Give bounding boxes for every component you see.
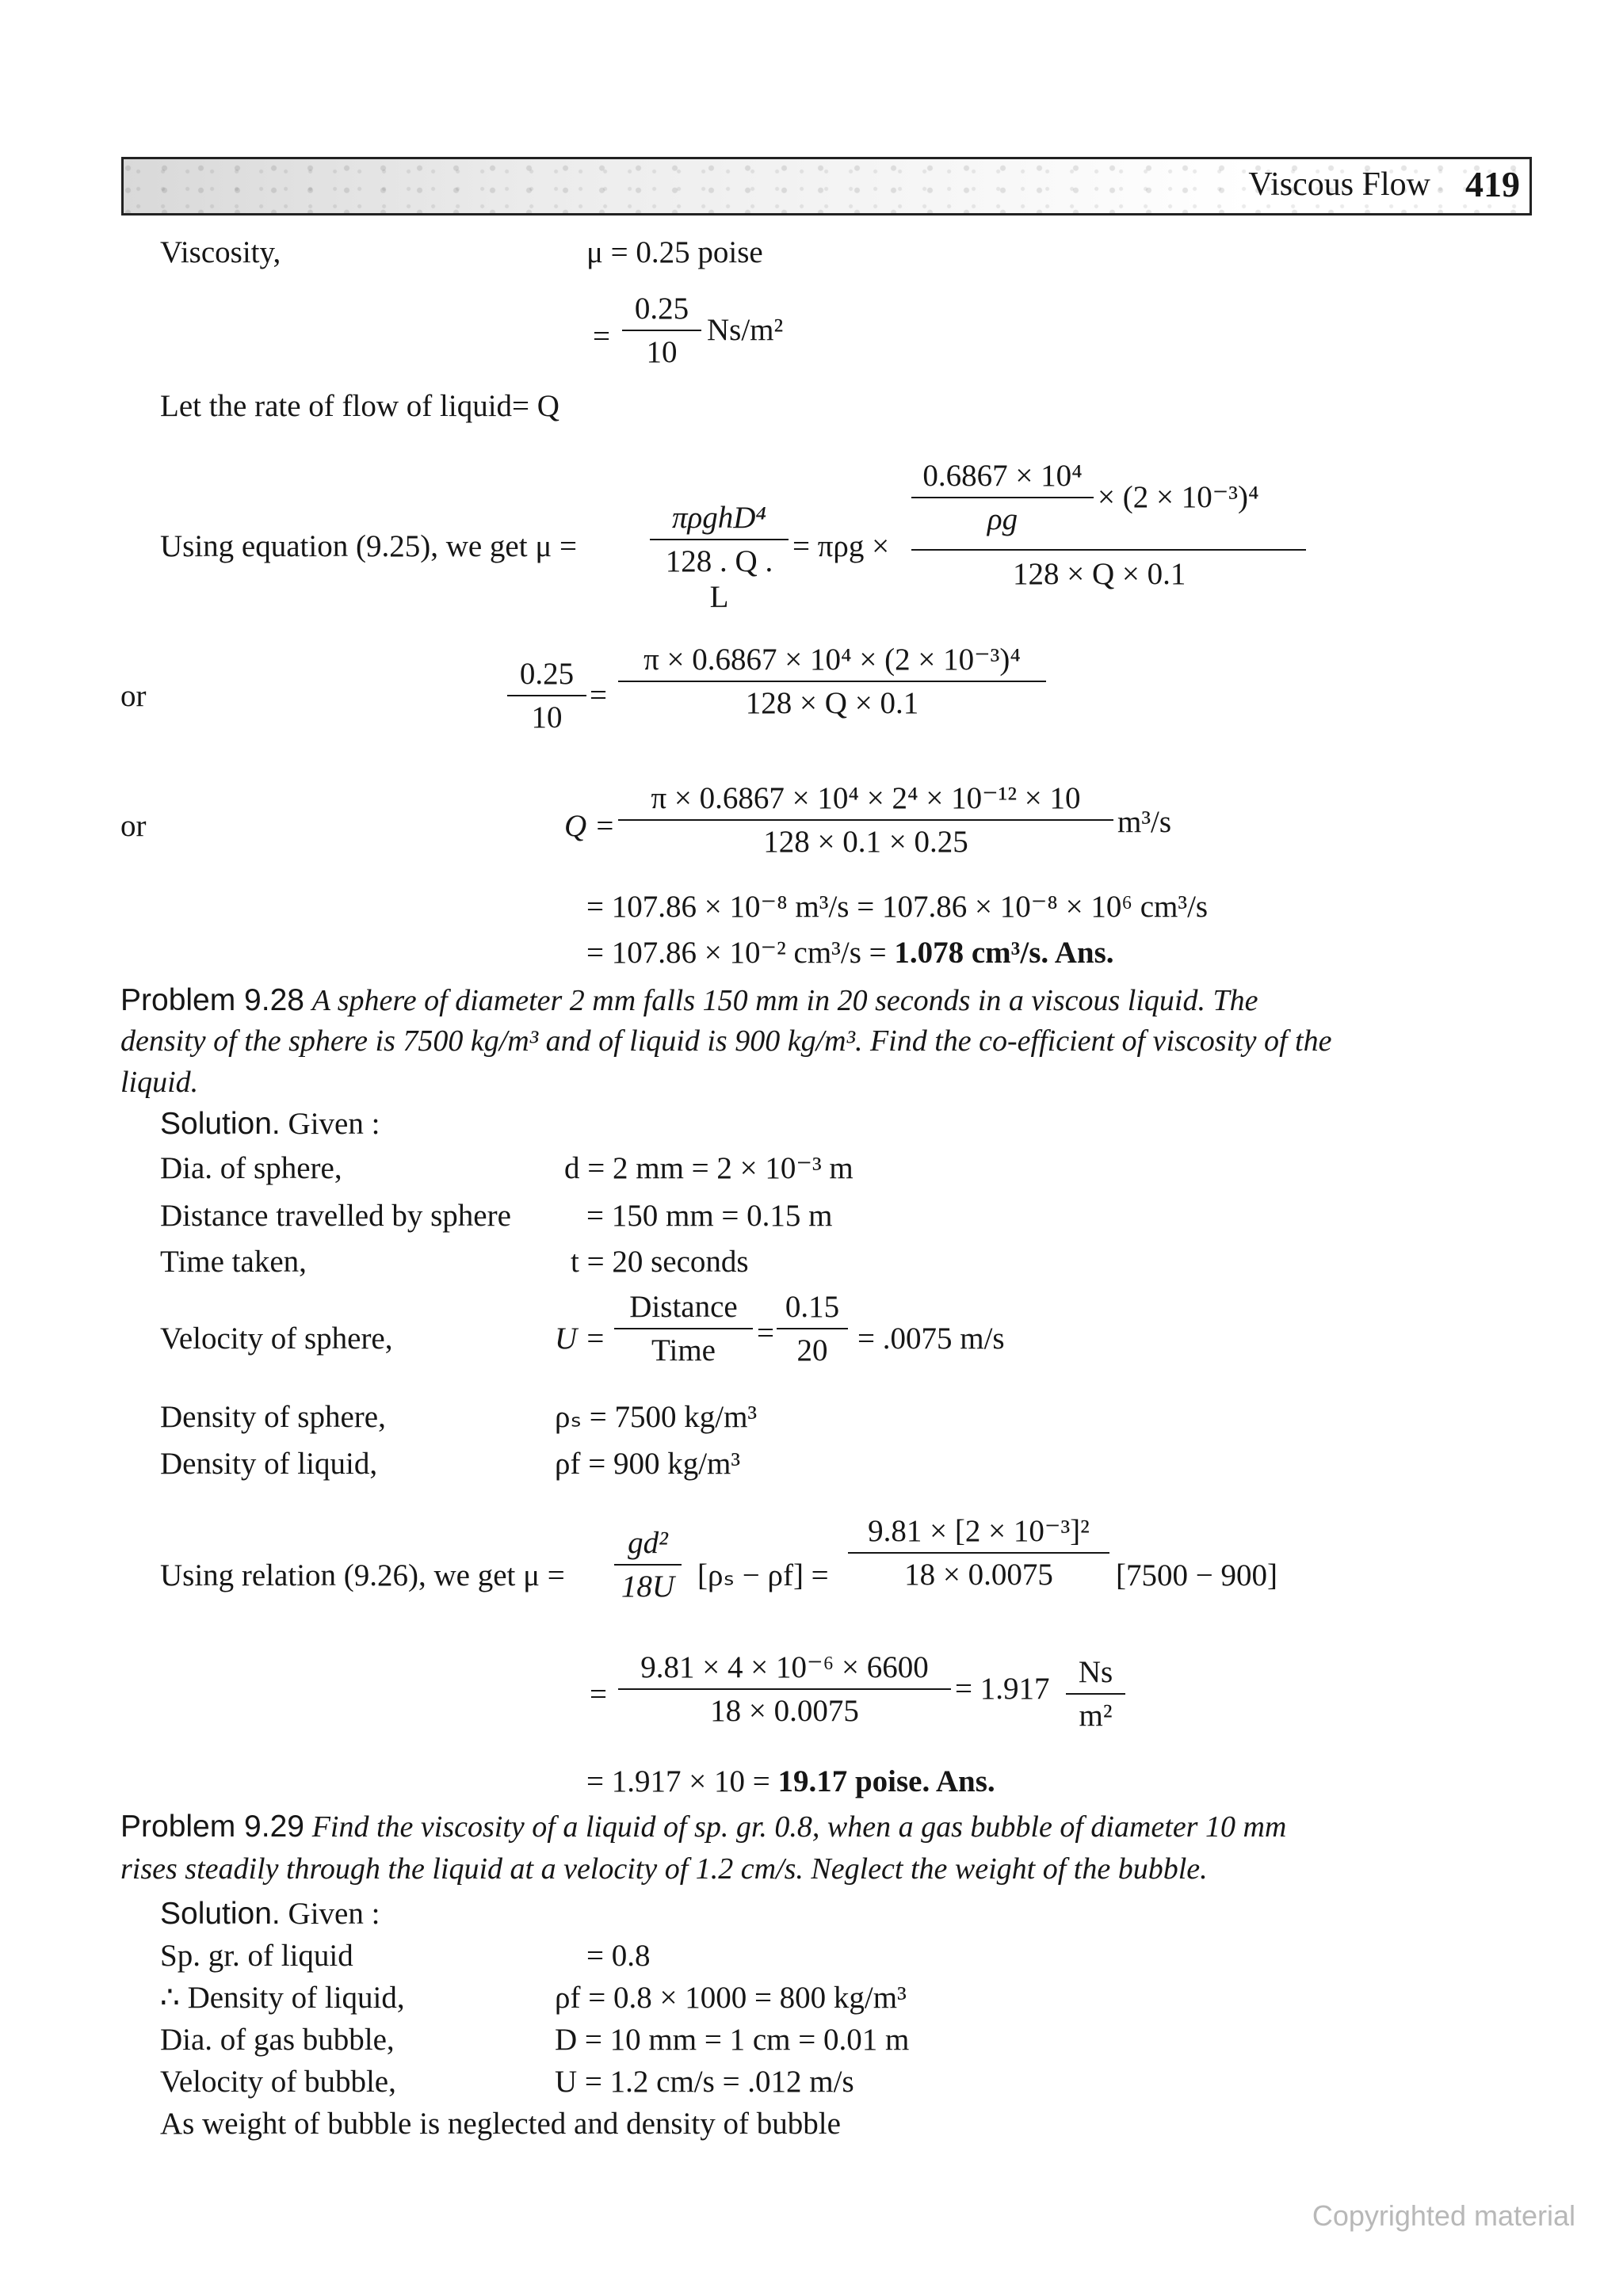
velocity-fraction-1	[614, 1289, 753, 1368]
fraction-numerator: 9.81 × [2 × 10⁻³]²	[868, 1514, 1090, 1548]
given-label-time: Time taken,	[160, 1245, 307, 1279]
fraction-denominator: 10	[531, 700, 563, 734]
density-liquid-label: Density of liquid,	[160, 1447, 378, 1481]
solution-label: Solution.	[160, 1107, 281, 1141]
problem-9-28-line-3: liquid.	[120, 1066, 199, 1099]
unit-fraction	[1066, 1654, 1125, 1733]
solution-heading	[160, 1896, 380, 1932]
problem-9-28-line-1	[120, 982, 1258, 1018]
result-line-a: = 107.86 × 10⁻⁸ m³/s = 107.86 × 10⁻⁸ × 10⁶ cm³/s	[586, 890, 1209, 924]
page-number: 419	[1465, 164, 1520, 204]
problem-text: Find the viscosity of a liquid of sp. gr. 0.8, when a gas bubble of diameter 10 mm	[311, 1810, 1287, 1844]
using-equation-text: Using equation (9.25), we get μ =	[160, 529, 577, 563]
power-term: × (2 × 10⁻³)⁴	[1098, 480, 1259, 514]
q-unit: m³/s	[1117, 805, 1172, 839]
equals-sign: =	[757, 1316, 774, 1350]
fraction-denominator: 10	[646, 335, 678, 369]
result-line-b-text: = 107.86 × 10⁻² cm³/s =	[586, 936, 887, 970]
relation-fraction-3	[618, 1650, 951, 1729]
closing-text: As weight of bubble is neglected and density of bubble	[160, 2107, 841, 2141]
relation-fraction-2	[848, 1513, 1109, 1592]
given-label-distance: Distance travelled by sphere	[160, 1199, 511, 1233]
equals-sign: =	[593, 319, 610, 353]
given-label-bubble-dia: Dia. of gas bubble,	[160, 2023, 395, 2057]
running-header	[121, 157, 1532, 215]
viscosity-fraction	[622, 291, 701, 370]
density-difference: [ρₛ − ρf] =	[697, 1558, 829, 1592]
fraction-denominator: m²	[1079, 1699, 1113, 1733]
using-relation-text: Using relation (9.26), we get μ =	[160, 1558, 565, 1592]
density-sphere-value: ρₛ = 7500 kg/m³	[555, 1400, 758, 1434]
fraction-numerator: 0.15	[785, 1290, 840, 1324]
rate-of-flow-text: Let the rate of flow of liquid= Q	[160, 389, 559, 423]
intermediate-result: = 1.917	[955, 1672, 1050, 1706]
fraction-denominator: ρg	[987, 502, 1018, 536]
given-label-density: ∴ Density of liquid,	[160, 1981, 405, 2015]
fraction-numerator: 0.25	[634, 292, 689, 326]
problem-9-29-line-1	[120, 1809, 1286, 1844]
main-fraction-bar	[911, 549, 1306, 551]
fraction-denominator: 18 × 0.0075	[710, 1694, 859, 1728]
velocity-label: Velocity of sphere,	[160, 1322, 393, 1356]
problem-label: Problem 9.29	[120, 1810, 304, 1844]
equals-sign: =	[590, 678, 607, 712]
equation-fraction-4	[618, 642, 1046, 721]
problem-9-29-line-2: rises steadily through the liquid at a velocity of 1.2 cm/s. Neglect the weight of the bubble.	[120, 1852, 1208, 1886]
viscosity-label: Viscosity,	[160, 235, 281, 269]
density-sphere-label: Density of sphere,	[160, 1400, 386, 1434]
solution-label: Solution.	[160, 1897, 281, 1931]
given-label-spgr: Sp. gr. of liquid	[160, 1939, 353, 1973]
q-label: Q =	[564, 809, 616, 843]
given-label-velocity: Velocity of bubble,	[160, 2065, 396, 2099]
copyright-watermark: Copyrighted material	[1312, 2199, 1575, 2232]
given-label-dia: Dia. of sphere,	[160, 1151, 342, 1185]
fraction-denominator: 128 × 0.1 × 0.25	[763, 825, 968, 859]
density-bracket: [7500 − 900]	[1116, 1558, 1277, 1592]
viscosity-unit: Ns/m²	[707, 313, 784, 347]
velocity-result: = .0075 m/s	[857, 1322, 1005, 1356]
given-value-time: t = 20 seconds	[571, 1245, 749, 1279]
main-fraction-denominator: 128 × Q × 0.1	[1013, 557, 1186, 591]
given-label: Given :	[288, 1107, 380, 1141]
given-value-velocity: U = 1.2 cm/s = .012 m/s	[555, 2065, 854, 2099]
relation-fraction-1	[614, 1525, 682, 1604]
final-result-text: = 1.917 × 10 =	[586, 1764, 770, 1798]
viscosity-value: μ = 0.25 poise	[586, 235, 763, 269]
fraction-numerator: π × 0.6867 × 10⁴ × 2⁴ × 10⁻¹² × 10	[651, 781, 1081, 815]
fraction-numerator: Distance	[629, 1290, 738, 1324]
density-liquid-value: ρf = 900 kg/m³	[555, 1447, 741, 1481]
problem-9-28-line-2: density of the sphere is 7500 kg/m³ and of liquid is 900 kg/m³. Find the co-efficient of viscosity of the	[120, 1024, 1332, 1058]
fraction-numerator: 0.25	[519, 657, 575, 691]
final-result	[586, 1764, 995, 1799]
fraction-denominator: Time	[651, 1333, 716, 1367]
equation-fraction-5	[618, 780, 1113, 860]
problem-text: A sphere of diameter 2 mm falls 150 mm in 20 seconds in a viscous liquid. The	[311, 984, 1258, 1017]
equation-fraction-1	[650, 500, 789, 615]
fraction-denominator: 18 × 0.0075	[904, 1558, 1053, 1592]
fraction-numerator: πρghD⁴	[672, 501, 766, 535]
problem-label: Problem 9.28	[120, 983, 304, 1017]
fraction-denominator: 18U	[621, 1569, 675, 1604]
given-label: Given :	[288, 1897, 380, 1931]
given-value-density: ρf = 0.8 × 1000 = 800 kg/m³	[555, 1981, 907, 2015]
velocity-fraction-2	[777, 1289, 848, 1368]
final-answer: 19.17 poise. Ans.	[777, 1764, 995, 1798]
equation-fraction-3	[507, 656, 586, 735]
or-label: or	[120, 809, 147, 843]
fraction-numerator: Ns	[1078, 1655, 1113, 1689]
given-value-distance: = 150 mm = 0.15 m	[586, 1199, 833, 1233]
fraction-denominator: 20	[796, 1333, 828, 1367]
given-value-dia: d = 2 mm = 2 × 10⁻³ m	[564, 1151, 854, 1185]
fraction-numerator: gd²	[628, 1526, 668, 1560]
or-label: or	[120, 679, 147, 713]
inner-fraction	[911, 458, 1094, 537]
result-line-b	[586, 935, 1114, 971]
equals-sign: =	[590, 1677, 607, 1711]
fraction-numerator: 0.6867 × 10⁴	[922, 459, 1083, 493]
fraction-denominator: 128 . Q . L	[665, 544, 773, 614]
fraction-numerator: 9.81 × 4 × 10⁻⁶ × 6600	[640, 1650, 929, 1684]
fraction-denominator: 128 × Q × 0.1	[745, 686, 919, 720]
velocity-u: U =	[555, 1322, 606, 1356]
given-value-bubble-dia: D = 10 mm = 1 cm = 0.01 m	[555, 2023, 910, 2057]
fraction-numerator: π × 0.6867 × 10⁴ × (2 × 10⁻³)⁴	[643, 643, 1021, 677]
given-value-spgr: = 0.8	[586, 1939, 651, 1973]
result-answer: 1.078 cm³/s. Ans.	[894, 936, 1114, 970]
chapter-title: Viscous Flow	[1248, 166, 1430, 203]
equation-operator: = πρg ×	[792, 529, 890, 563]
solution-heading	[160, 1106, 380, 1142]
